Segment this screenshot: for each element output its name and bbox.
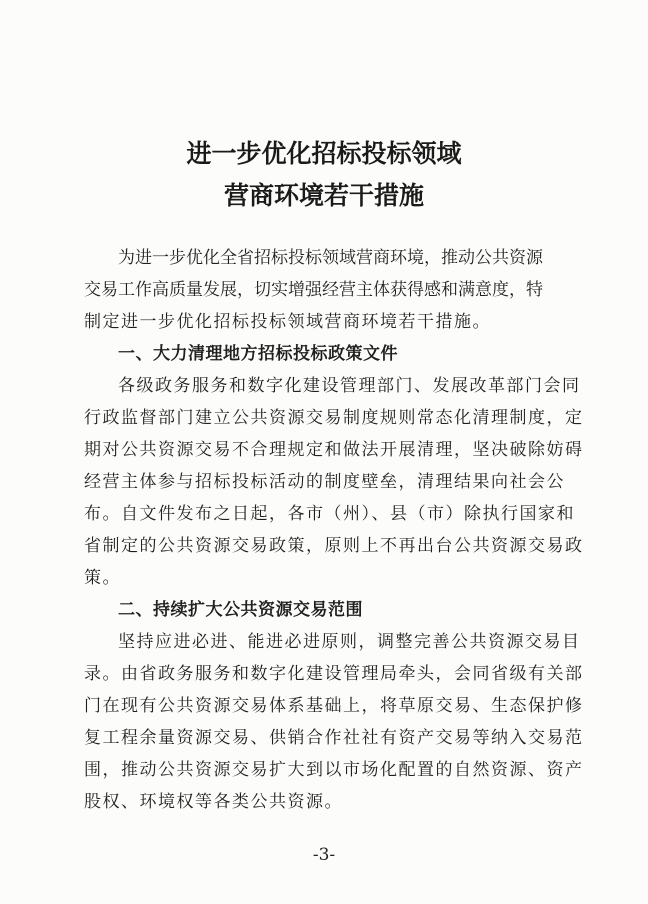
section-heading: 一、大力清理地方招标投标政策文件 (118, 344, 398, 364)
intro-line: 制定进一步优化招标投标领域营商环境若干措施。 (84, 312, 491, 332)
intro-text: 为进一步优化全省招标投标领域营商环境，推动公共资源 (118, 248, 543, 268)
paragraph-line: 省制定的公共资源交易政策，原则上不再出台公共资源交易政 (84, 536, 584, 556)
paragraph-line: 门在现有公共资源交易体系基础上，将草原交易、生态保护修 (84, 696, 584, 716)
page-title-line2: 营商环境若干措施 (223, 181, 424, 210)
section-heading: 二、持续扩大公共资源交易范围 (118, 600, 363, 620)
paragraph-line: 围，推动公共资源交易扩大到以市场化配置的自然资源、资产 (84, 760, 584, 780)
paragraph-line: 各级政务服务和数字化建设管理部门、发展改革部门会同 (118, 376, 581, 396)
intro-line (0, 280, 648, 312)
paragraph-line: 布。自文件发布之日起，各市（州）、县（市）除执行国家和 (84, 504, 575, 524)
paragraph-line: 期对公共资源交易不合理规定和做法开展清理，坚决破除妨碍 (84, 440, 584, 460)
paragraph-line: 坚持应进必进、能进必进原则，调整完善公共资源交易目 (118, 632, 581, 652)
paragraph-line: 策。 (84, 568, 121, 588)
paragraph-line: 复工程余量资源交易、供销合作社社有资产交易等纳入交易范 (84, 728, 584, 748)
intro-line (0, 248, 648, 280)
paragraph-line: 行政监督部门建立公共资源交易制度规则常态化清理制度，定 (84, 408, 584, 428)
paragraph-line: 经营主体参与招标投标活动的制度壁垒，清理结果向社会公 (84, 472, 565, 492)
page-title-line1: 进一步优化招标投标领域 (186, 139, 462, 168)
intro-text: 交易工作高质量发展，切实增强经营主体获得感和满意度，特 (84, 280, 543, 300)
paragraph-line: 股权、环境权等各类公共资源。 (84, 792, 343, 812)
page-number: -3- (312, 845, 336, 865)
paragraph-line: 录。由省政务服务和数字化建设管理局牵头，会同省级有关部 (84, 664, 584, 684)
